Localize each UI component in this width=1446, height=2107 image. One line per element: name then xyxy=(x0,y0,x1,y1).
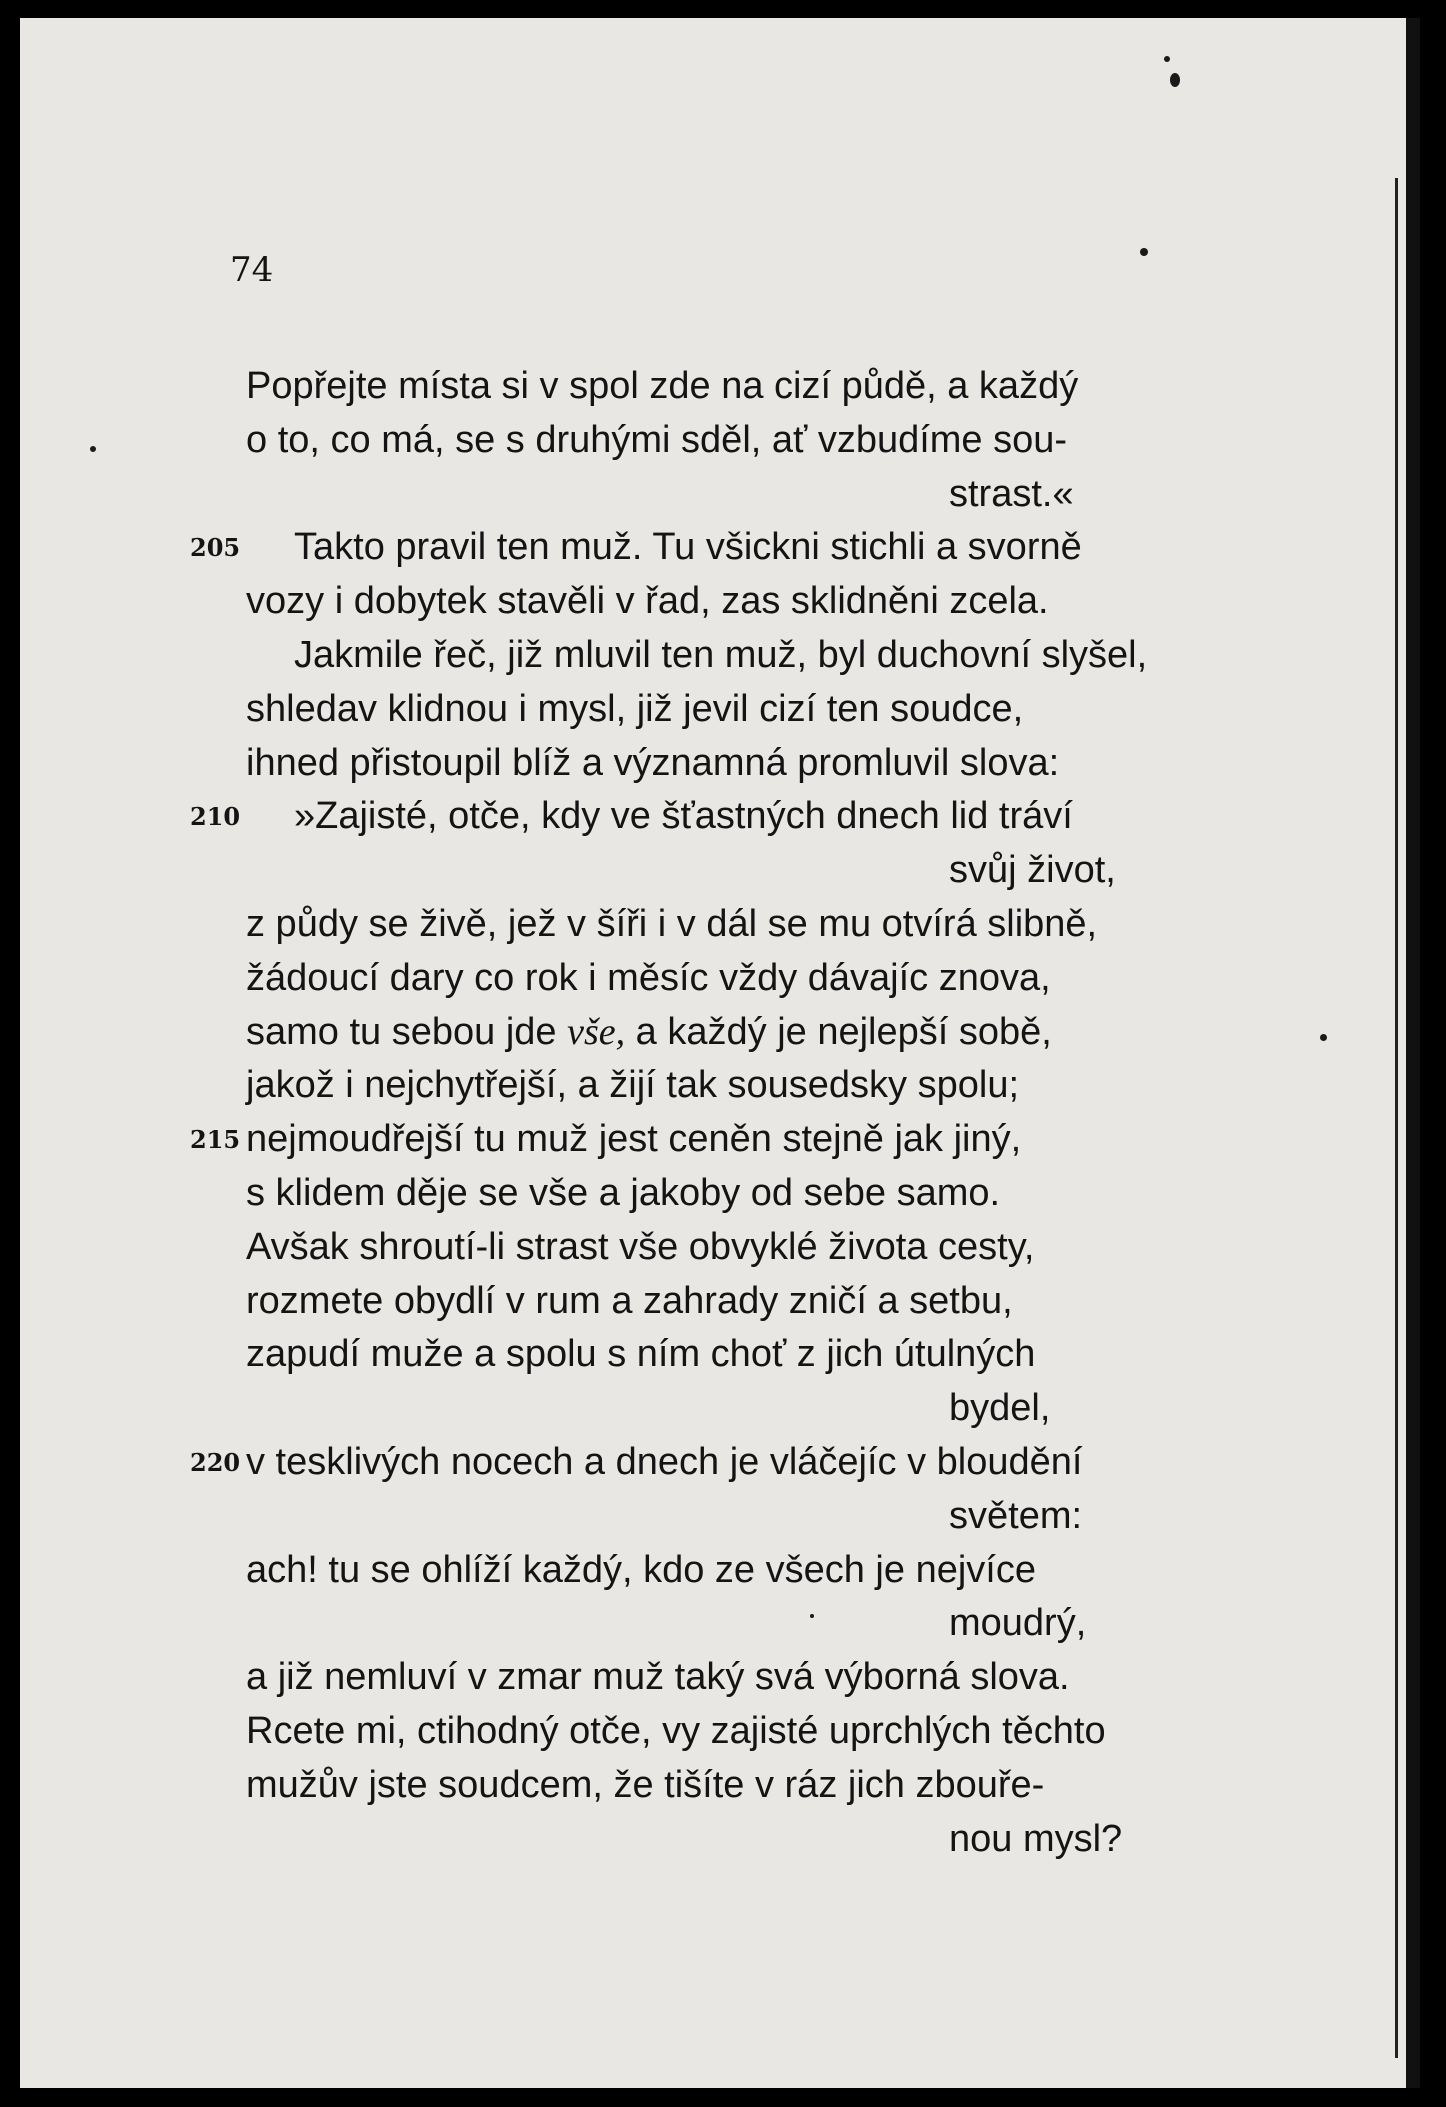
poem-line xyxy=(246,629,1226,683)
line-text: »Zajisté, otče, kdy ve šťastných dnech lid tráví xyxy=(294,795,1073,838)
line-text: Avšak shroutí-li strast vše obvyklé života cesty, xyxy=(246,1225,1035,1268)
poem-line xyxy=(246,1490,1226,1544)
poem-line xyxy=(246,1759,1226,1813)
page-edge-shadow xyxy=(1406,18,1420,2088)
poem-line xyxy=(246,1328,1226,1382)
poem-text xyxy=(190,360,1226,1866)
speck-decoration xyxy=(1320,1034,1327,1041)
line-text: rozmete obydlí v rum a zahrady zničí a setbu, xyxy=(246,1279,1013,1322)
line-text: bydel, xyxy=(949,1387,1051,1430)
line-text: Popřejte místa si v spol zde na cizí půdě, a každý xyxy=(246,365,1079,407)
line-text: mužův jste soudcem, že tišíte v ráz jich zbouře- xyxy=(246,1763,1045,1806)
line-text: jakož i nejchytřejší, a žijí tak sousedsky spolu; xyxy=(246,1064,1020,1107)
line-text: nejmoudřejší tu muž jest ceněn stejně jak jiný, xyxy=(246,1118,1022,1161)
page-edge-line xyxy=(1395,178,1398,2058)
line-text: vozy i dobytek stavěli v řad, zas sklidněni zcela. xyxy=(246,580,1049,623)
line-number: 205 xyxy=(190,533,241,563)
line-text: světem: xyxy=(949,1494,1083,1537)
poem-line xyxy=(190,1113,1226,1167)
line-number: 215 xyxy=(190,1125,241,1155)
book-page xyxy=(20,18,1420,2088)
emphasized-word: vše, xyxy=(567,1010,626,1053)
poem-line xyxy=(246,1167,1226,1221)
line-text: moudrý, xyxy=(949,1602,1087,1645)
speck-decoration xyxy=(90,446,96,452)
poem-line xyxy=(246,414,1226,468)
poem-line xyxy=(246,737,1226,791)
line-text: s klidem děje se vše a jakoby od sebe samo. xyxy=(246,1171,1001,1214)
poem-line xyxy=(246,1382,1226,1436)
line-text: z půdy se živě, jež v šíři i v dál se mu otvírá slibně, xyxy=(246,902,1098,945)
line-text: o to, co má, se s druhými sděl, ať vzbudíme sou- xyxy=(246,418,1068,461)
poem-line xyxy=(246,1813,1226,1867)
poem-line xyxy=(246,1597,1226,1651)
line-text: ihned přistoupil blíž a významná promluvil slova: xyxy=(246,741,1060,784)
speck-decoration xyxy=(1170,73,1180,87)
poem-line xyxy=(246,575,1226,629)
line-text: strast.« xyxy=(949,472,1074,515)
line-number: 210 xyxy=(190,802,241,832)
line-text: svůj život, xyxy=(949,849,1116,892)
poem-line xyxy=(246,1544,1226,1598)
line-text: samo tu sebou jde vše, a každý je nejlepší sobě, xyxy=(246,1010,1052,1053)
poem-line xyxy=(246,1651,1226,1705)
line-text: ach! tu se ohlíží každý, kdo ze všech je nejvíce xyxy=(246,1548,1036,1591)
poem-line xyxy=(246,898,1226,952)
line-text: zapudí muže a spolu s ním choť z jich útulných xyxy=(246,1333,1036,1376)
line-text: Jakmile řeč, již mluvil ten muž, byl duchovní slyšel, xyxy=(294,633,1148,676)
page-number: 74 xyxy=(230,250,274,290)
poem-line xyxy=(246,1059,1226,1113)
poem-line xyxy=(246,1275,1226,1329)
poem-line xyxy=(246,1705,1226,1759)
poem-line xyxy=(246,468,1226,522)
poem-line xyxy=(246,683,1226,737)
line-text: Rcete mi, ctihodný otče, vy zajisté uprchlých těchto xyxy=(246,1709,1106,1752)
poem-line xyxy=(246,952,1226,1006)
poem-line xyxy=(246,1221,1226,1275)
line-text: nou mysl? xyxy=(949,1817,1123,1860)
poem-line xyxy=(246,844,1226,898)
poem-line xyxy=(246,360,1226,414)
poem-line xyxy=(190,1436,1226,1490)
poem-line xyxy=(190,790,1226,844)
line-text: Takto pravil ten muž. Tu všickni stichli a svorně xyxy=(294,526,1082,569)
line-number: 220 xyxy=(190,1447,241,1477)
line-text: žádoucí dary co rok i měsíc vždy dávajíc znova, xyxy=(246,956,1051,999)
line-text: a již nemluví v zmar muž taký svá výborná slova. xyxy=(246,1656,1070,1699)
poem-line xyxy=(246,1006,1226,1060)
line-text: shledav klidnou i mysl, již jevil cizí ten soudce, xyxy=(246,687,1024,730)
speck-decoration xyxy=(1140,248,1148,256)
line-text: v tesklivých nocech a dnech je vláčejíc v bloudění xyxy=(246,1440,1083,1483)
poem-line xyxy=(190,521,1226,575)
speck-decoration xyxy=(1164,56,1170,62)
